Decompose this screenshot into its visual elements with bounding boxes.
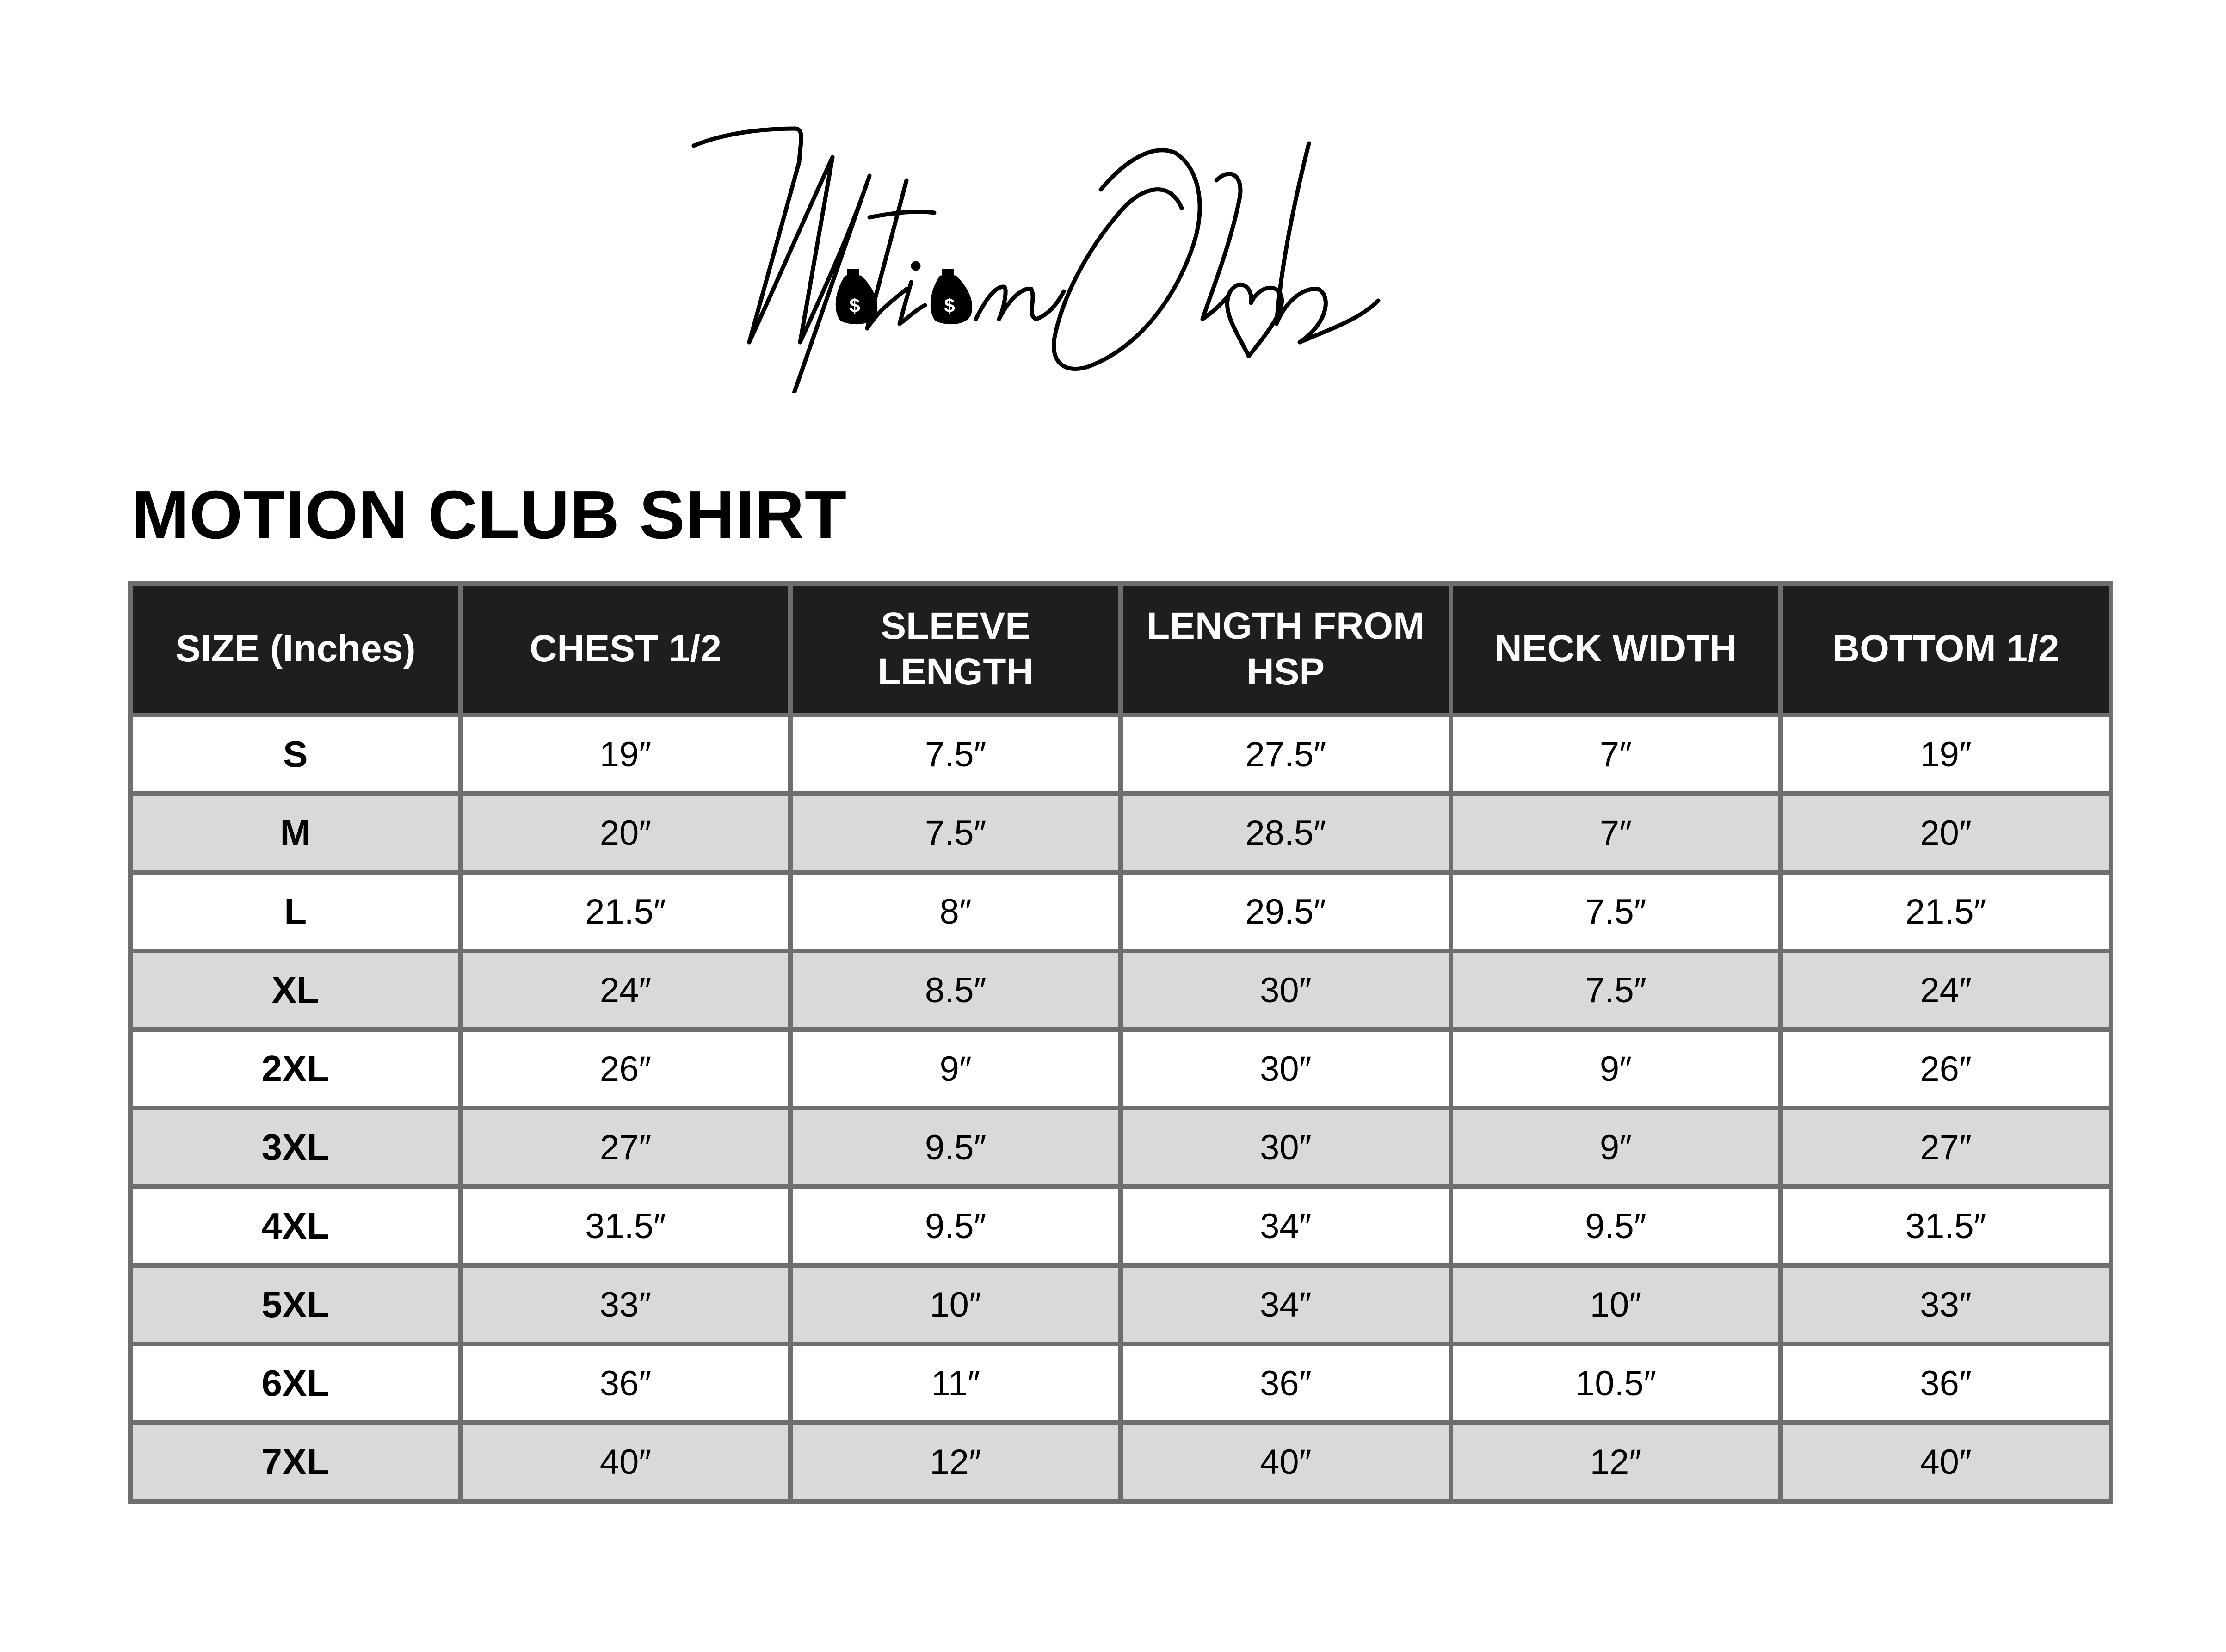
sleeve-length-cell: 12″: [790, 1423, 1121, 1501]
bottom-cell: 20″: [1781, 794, 2111, 872]
signature-logo-icon: [684, 125, 1554, 393]
neck-width-cell: 9.5″: [1451, 1187, 1781, 1265]
money-bag-icon: [838, 269, 875, 322]
neck-width-cell: 7″: [1451, 794, 1781, 872]
chest-cell: 24″: [461, 951, 791, 1029]
svg-text:$: $: [944, 295, 955, 316]
bottom-cell: 26″: [1781, 1029, 2111, 1108]
length-from-hsp-cell: 28.5″: [1121, 794, 1451, 872]
length-from-hsp-cell: 30″: [1121, 951, 1451, 1029]
length-from-hsp-cell: 34″: [1121, 1265, 1451, 1344]
chest-cell: 19″: [461, 715, 791, 794]
bottom-cell: 21.5″: [1781, 872, 2111, 951]
table-row: [130, 1344, 2111, 1423]
table-row: [130, 872, 2111, 951]
size-cell: 4XL: [130, 1187, 461, 1265]
column-header-sleeve-length: SLEEVE LENGTH: [790, 583, 1121, 715]
size-chart-table: [128, 581, 2113, 1504]
neck-width-cell: 7″: [1451, 715, 1781, 794]
neck-width-cell: 10″: [1451, 1265, 1781, 1344]
neck-width-cell: 12″: [1451, 1423, 1781, 1501]
bottom-cell: 31.5″: [1781, 1187, 2111, 1265]
table-row: [130, 951, 2111, 1029]
size-cell: M: [130, 794, 461, 872]
chest-cell: 26″: [461, 1029, 791, 1108]
table-row: [130, 1265, 2111, 1344]
brand-logo: [684, 125, 1554, 393]
table-row: [130, 794, 2111, 872]
neck-width-cell: 7.5″: [1451, 951, 1781, 1029]
sleeve-length-cell: 10″: [790, 1265, 1121, 1344]
length-from-hsp-cell: 40″: [1121, 1423, 1451, 1501]
length-from-hsp-cell: 27.5″: [1121, 715, 1451, 794]
size-cell: 2XL: [130, 1029, 461, 1108]
bottom-cell: 36″: [1781, 1344, 2111, 1423]
money-bag-icon: [932, 269, 970, 322]
sleeve-length-cell: 9.5″: [790, 1187, 1121, 1265]
chest-cell: 33″: [461, 1265, 791, 1344]
sleeve-length-cell: 8.5″: [790, 951, 1121, 1029]
length-from-hsp-cell: 30″: [1121, 1108, 1451, 1187]
column-header-chest: CHEST 1/2: [461, 583, 791, 715]
heart-icon: [1227, 284, 1282, 356]
column-header-size: SIZE (Inches): [130, 583, 461, 715]
table-row: [130, 715, 2111, 794]
length-from-hsp-cell: 34″: [1121, 1187, 1451, 1265]
sleeve-length-cell: 7.5″: [790, 794, 1121, 872]
table-row: [130, 1187, 2111, 1265]
page-title: MOTION CLUB SHIRT: [132, 477, 847, 553]
neck-width-cell: 7.5″: [1451, 872, 1781, 951]
column-header-neck-width: NECK WIDTH: [1451, 583, 1781, 715]
chest-cell: 27″: [461, 1108, 791, 1187]
bottom-cell: 19″: [1781, 715, 2111, 794]
size-cell: 7XL: [130, 1423, 461, 1501]
chest-cell: 36″: [461, 1344, 791, 1423]
neck-width-cell: 9″: [1451, 1029, 1781, 1108]
svg-text:$: $: [849, 295, 860, 316]
chest-cell: 31.5″: [461, 1187, 791, 1265]
size-cell: 6XL: [130, 1344, 461, 1423]
column-header-length-from-hsp: LENGTH FROM HSP: [1121, 583, 1451, 715]
neck-width-cell: 9″: [1451, 1108, 1781, 1187]
bottom-cell: 27″: [1781, 1108, 2111, 1187]
size-cell: L: [130, 872, 461, 951]
sleeve-length-cell: 9″: [790, 1029, 1121, 1108]
size-cell: S: [130, 715, 461, 794]
column-header-bottom: BOTTOM 1/2: [1781, 583, 2111, 715]
table-row: [130, 1423, 2111, 1501]
bottom-cell: 40″: [1781, 1423, 2111, 1501]
size-cell: 3XL: [130, 1108, 461, 1187]
length-from-hsp-cell: 29.5″: [1121, 872, 1451, 951]
bottom-cell: 24″: [1781, 951, 2111, 1029]
size-cell: XL: [130, 951, 461, 1029]
size-cell: 5XL: [130, 1265, 461, 1344]
sleeve-length-cell: 11″: [790, 1344, 1121, 1423]
chest-cell: 40″: [461, 1423, 791, 1501]
table-row: [130, 1029, 2111, 1108]
sleeve-length-cell: 7.5″: [790, 715, 1121, 794]
length-from-hsp-cell: 30″: [1121, 1029, 1451, 1108]
sleeve-length-cell: 9.5″: [790, 1108, 1121, 1187]
chest-cell: 21.5″: [461, 872, 791, 951]
length-from-hsp-cell: 36″: [1121, 1344, 1451, 1423]
table-header-row: [130, 583, 2111, 715]
sleeve-length-cell: 8″: [790, 872, 1121, 951]
chest-cell: 20″: [461, 794, 791, 872]
table-row: [130, 1108, 2111, 1187]
neck-width-cell: 10.5″: [1451, 1344, 1781, 1423]
bottom-cell: 33″: [1781, 1265, 2111, 1344]
